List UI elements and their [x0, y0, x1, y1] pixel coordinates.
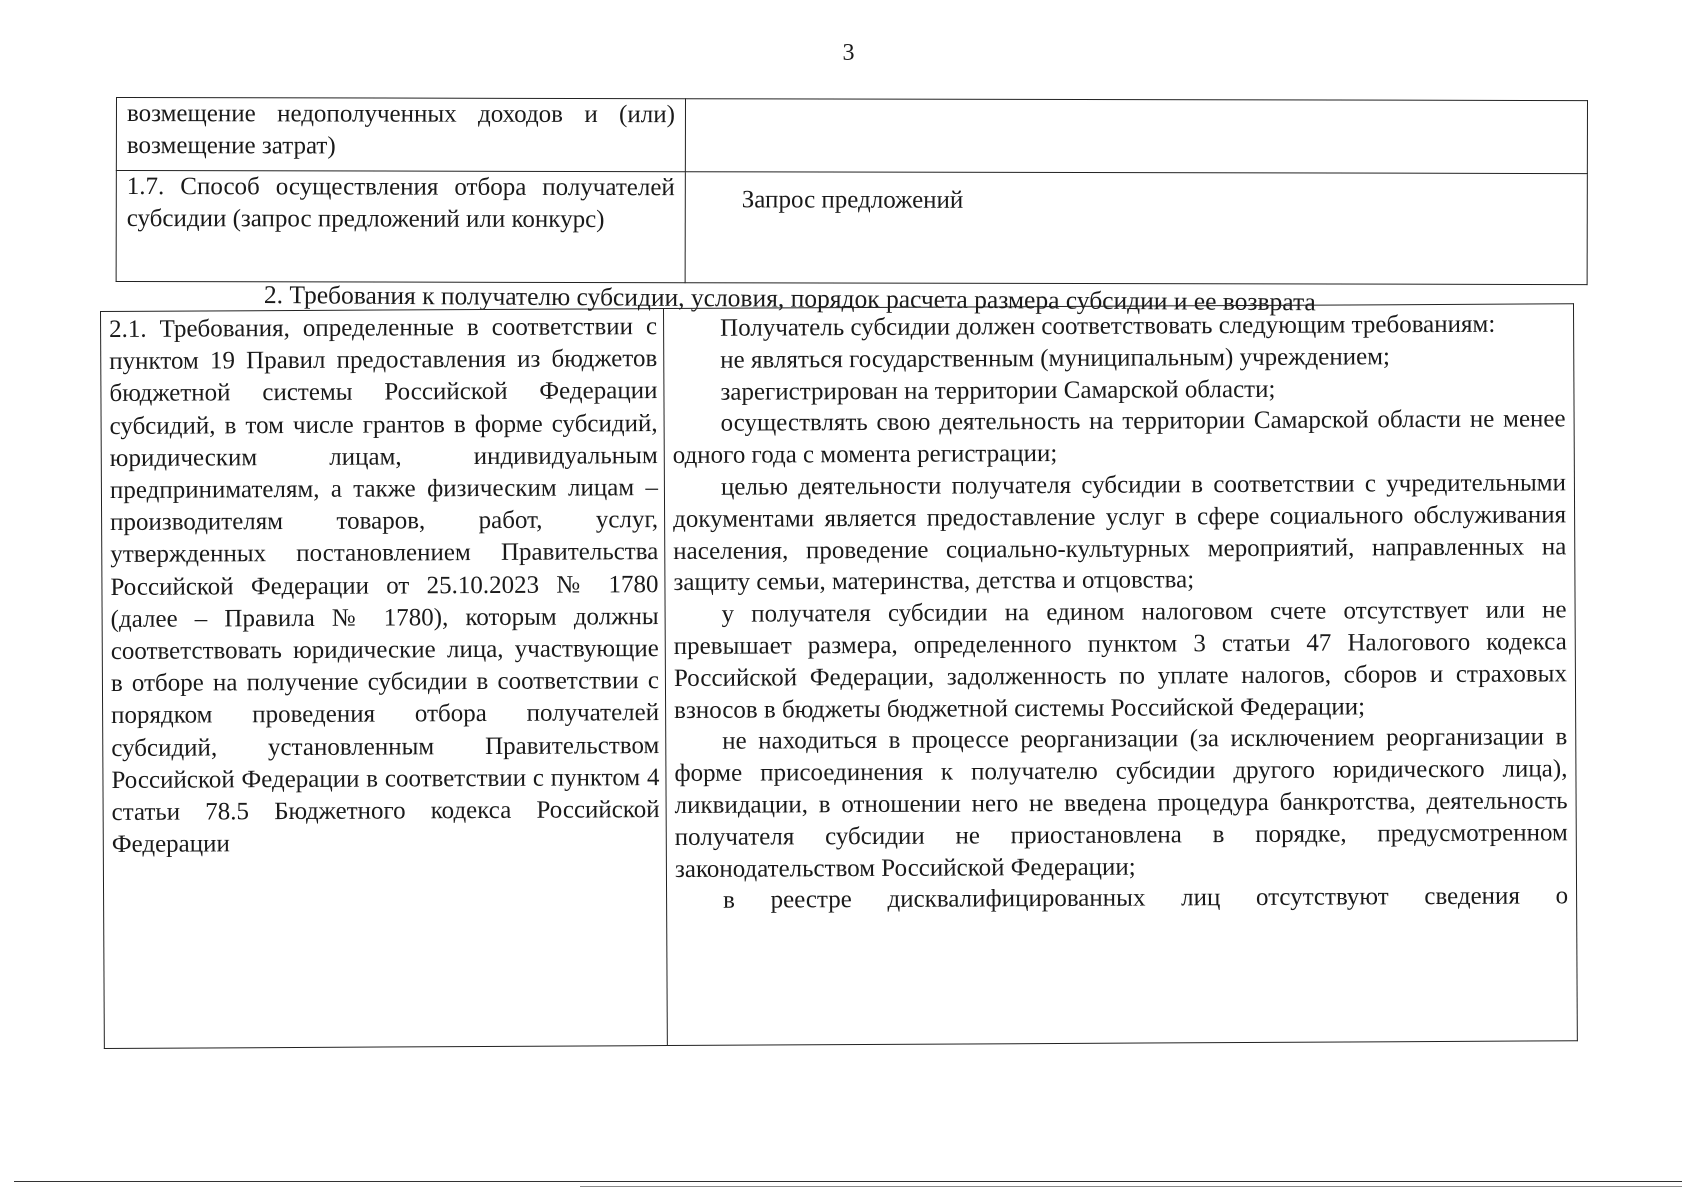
- table-row: [116, 98, 1587, 174]
- page-bottom-rule-secondary: [580, 1186, 1682, 1187]
- requirements-left-cell: 2.1. Требования, определенные в соответствии с пунктом 19 Правил предоставления из бюджетов бюджетной системы Российской Федерации субсидий, в том числе грантов в форме субсидий, юридическим лицам, индивидуальным предпринимателям, а также физическим лицам – производителям товаров, работ, услуг, утвержденных постановлением Правительства Российской Федерации от 25.10.2023 № 1780 (далее – Правила № 1780), которым должны соответствовать юридические лица, участвующие в отборе на получение субсидии в соответствии с порядком проведения отбора получателей субсидий, установленным Правительством Российской Федерации в соответствии с пунктом 4 статьи 78.5 Бюджетного кодекса Российской Федерации: [101, 309, 668, 1049]
- page-number: 3: [842, 40, 855, 66]
- requirement-paragraph: у получателя субсидии на едином налоговом счете отсутствует или не превышает размера, определенного пунктом 3 статьи 47 Налогового кодекса Российской Федерации, задолженность по уплате налогов, сборов и страховых взносов в бюджеты бюджетной системы Российской Федерации;: [673, 596, 1567, 724]
- requirement-paragraph: целью деятельности получателя субсидии в соответствии с учредительными документами является предоставление услуг в сфере социального обслуживания населения, проведение социально-культурных мероприятий, направленных на защиту семьи, материнства, детства и отцовства;: [673, 469, 1567, 597]
- requirements-right-cell: [663, 304, 1577, 1046]
- table-cell-right: [685, 99, 1587, 174]
- table-cell-left: 1.7. Способ осуществления отбора получателей субсидии (запрос предложений или конкурс): [116, 171, 685, 283]
- requirement-paragraph: не находиться в процессе реорганизации (за исключением реорганизации в форме присоединения к получателю субсидии другого юридического лица), ликвидации, в отношении него не введена процедура банкротства, деятельность получателя субсидии не приостановлена в порядке, предусмотренном законодательством Российской Федерации;: [674, 723, 1568, 883]
- requirement-paragraph: Получатель субсидии должен соответствовать следующим требованиям:: [720, 310, 1496, 342]
- requirements-table: [100, 303, 1578, 1049]
- table-cell-left: возмещение недополученных доходов и (или) возмещение затрат): [116, 98, 685, 172]
- table-row: [101, 304, 1578, 1049]
- table-cell-right: Запрос предложений: [685, 172, 1587, 285]
- requirement-paragraph: зарегистрирован на территории Самарской области;: [720, 375, 1276, 406]
- top-table: [116, 97, 1588, 285]
- requirement-paragraph: в реестре дисквалифицированных лиц отсутствуют сведения о: [723, 882, 1569, 915]
- table-row: [116, 171, 1587, 285]
- requirement-paragraph: не являться государственным (муниципальным) учреждением;: [720, 343, 1391, 374]
- section-heading: 2. Требования к получателю субсидии, условия, порядок расчета размера субсидии и ее возврата: [263, 280, 1316, 317]
- page-bottom-rule: [14, 1181, 1682, 1182]
- requirement-paragraph: осуществлять свою деятельность на территории Самарской области не менее одного года с момента регистрации;: [672, 405, 1566, 470]
